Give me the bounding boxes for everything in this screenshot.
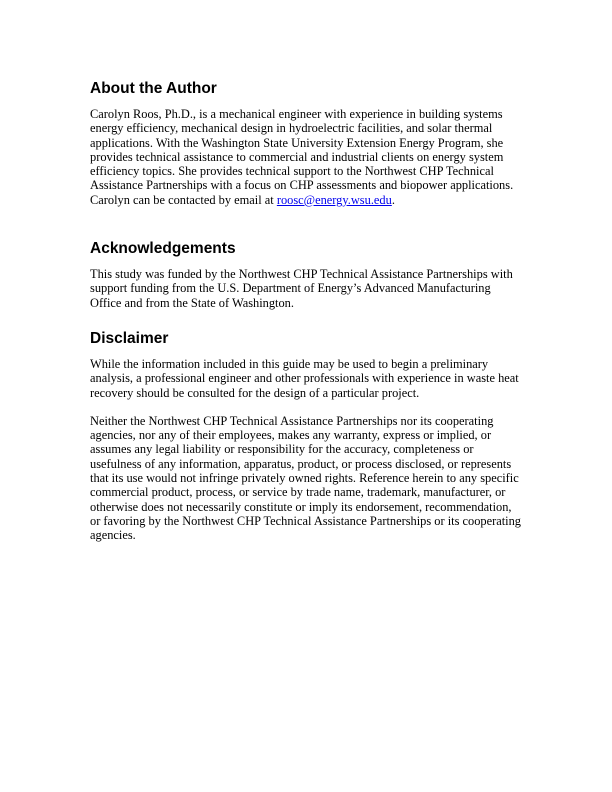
acknowledgements-paragraph: This study was funded by the Northwest CHP Technical Assistance Partnerships with support funding from the U.S. Department of Energy’s Advanced Manufacturing Office and from the State of Washington. [90, 267, 513, 310]
disclaimer-paragraph-2: Neither the Northwest CHP Technical Assistance Partnerships nor its cooperating agencies, nor any of their employees, makes any warranty, express or implied, or assumes any legal liability or responsibility for the accuracy, completeness or usefulness of any information, apparatus, product, or process disclosed, or represents that its use would not infringe privately owned rights. Reference herein to any specific commercial product, process, or service by trade name, trademark, manufacturer, or otherwise does not necessarily constitute or imply its endorsement, recommendation, or favoring by the Northwest CHP Technical Assistance Partnerships or its cooperating agencies. [90, 413, 521, 543]
about-the-author-paragraph [90, 107, 524, 207]
disclaimer-heading: Disclaimer [90, 329, 169, 347]
section-about-the-author [90, 80, 524, 207]
about-the-author-heading: About the Author [90, 80, 217, 97]
email-link[interactable]: roosc@energy.wsu.edu [276, 192, 392, 207]
about-text-after-link: . [391, 192, 395, 207]
disclaimer-paragraph-1: While the information included in this guide may be used to begin a preliminary analysis, a professional engineer and other professionals with experience in waste heat recovery should be consulted for the design of a particular project. [90, 356, 519, 400]
acknowledgements-heading: Acknowledgements [90, 240, 236, 258]
section-disclaimer [90, 330, 524, 543]
about-text-before-link: Carolyn Roos, Ph.D., is a mechanical engineer with experience in building systems energy efficiency, mechanical design in hydroelectric facilities, and solar thermal applications. With the Washington State University Extension Energy Program, she provides technical assistance to commercial and industrial clients on energy system efficiency topics. She provides technical support to the Northwest CHP Technical Assistance Partnerships with a focus on CHP assessments and biopower applications. Carolyn can be contacted by email at [90, 107, 514, 207]
section-acknowledgements [90, 240, 524, 310]
